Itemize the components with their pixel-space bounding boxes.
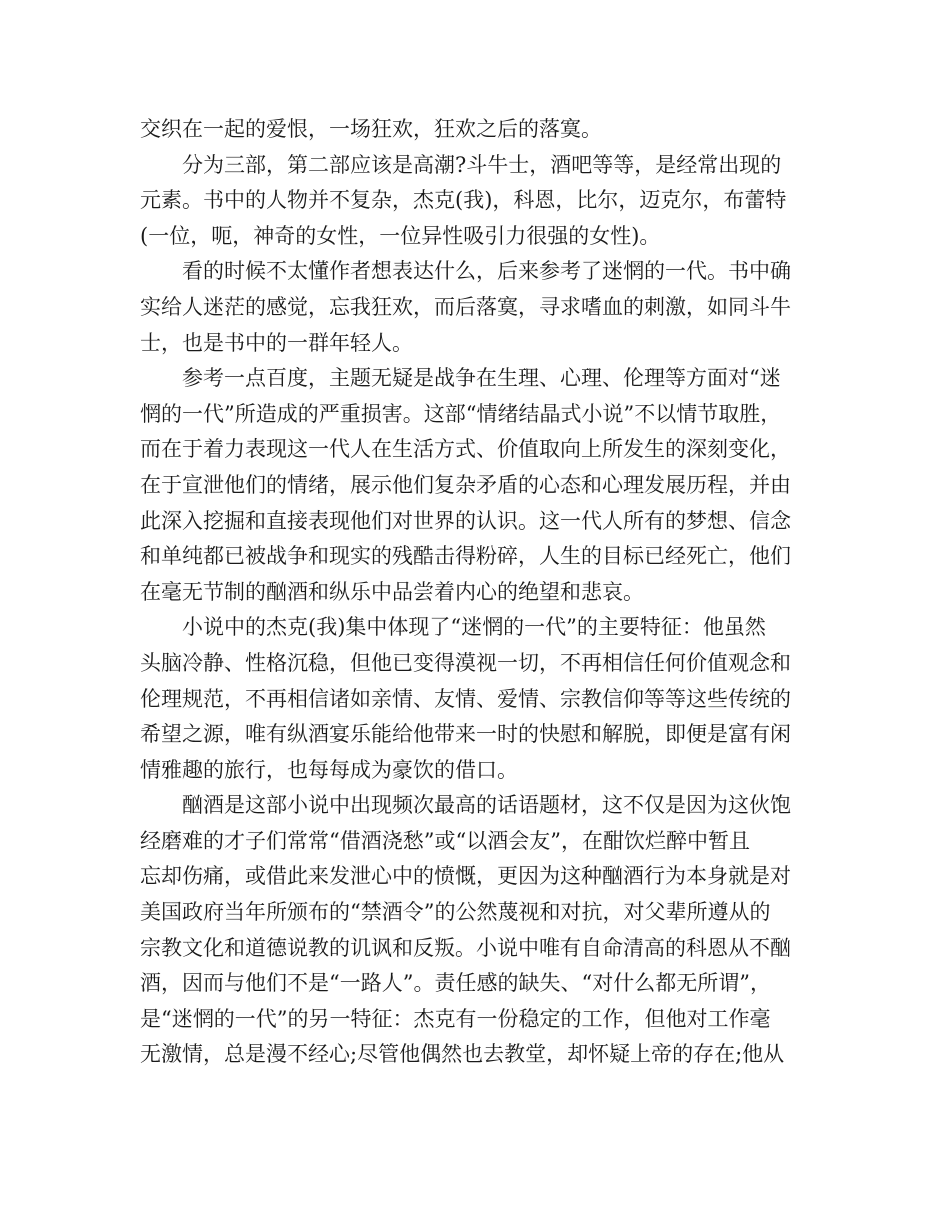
text-line: (一位，呃，神奇的女性，一位异性吸引力很强的女性)。 bbox=[140, 223, 661, 248]
text-line: 宗教文化和道德说教的讥讽和反叛。小说中唯有自命清高的科恩从不酗 bbox=[140, 935, 791, 960]
text-line: 和单纯都已被战争和现实的残酷击得粉碎，人生的目标已经死亡，他们 bbox=[140, 544, 791, 569]
text-line: 在于宣泄他们的情绪，展示他们复杂矛盾的心态和心理发展历程，并由 bbox=[140, 472, 791, 497]
text-line: 实给人迷茫的感觉，忘我狂欢，而后落寞，寻求嗜血的刺激，如同斗牛 bbox=[140, 294, 791, 319]
text-line: 看的时候不太懂作者想表达什么，后来参考了迷惘的一代。书中确 bbox=[182, 259, 791, 284]
text-line: 分为三部，第二部应该是高潮?斗牛士，酒吧等等，是经常出现的 bbox=[182, 152, 782, 177]
text-line: 元素。书中的人物并不复杂，杰克(我)，科恩，比尔，迈克尔，布蕾特 bbox=[140, 188, 787, 213]
text-line: 小说中的杰克(我)集中体现了“迷惘的一代”的主要特征：他虽然 bbox=[182, 615, 766, 640]
text-line: 此深入挖掘和直接表现他们对世界的认识。这一代人所有的梦想、信念 bbox=[140, 508, 791, 533]
text-line: 参考一点百度，主题无疑是战争在生理、心理、伦理等方面对“迷 bbox=[182, 366, 781, 391]
text-line: 酒，因而与他们不是“一路人”。责任感的缺失、“对什么都无所谓”， bbox=[140, 971, 771, 996]
text-line: 交织在一起的爱恨，一场狂欢，狂欢之后的落寞。 bbox=[140, 117, 602, 141]
text-line: 惘的一代”所造成的严重损害。这部“情绪结晶式小说”不以情节取胜， bbox=[140, 401, 782, 426]
text-line: 情雅趣的旅行，也每每成为豪饮的借口。 bbox=[140, 757, 518, 782]
text-line: 士，也是书中的一群年轻人。 bbox=[140, 330, 413, 355]
text-line: 酗酒是这部小说中出现频次最高的话语题材，这不仅是因为这伙饱 bbox=[182, 793, 791, 818]
text-line: 希望之源，唯有纵酒宴乐能给他带来一时的快慰和解脱，即便是富有闲 bbox=[140, 722, 791, 747]
text-line: 而在于着力表现这一代人在生活方式、价值取向上所发生的深刻变化， bbox=[140, 437, 791, 462]
text-line: 美国政府当年所颁布的“禁酒令”的公然蔑视和对抗，对父辈所遵从的 bbox=[140, 900, 771, 925]
text-line: 头脑冷静、性格沉稳，但他已变得漠视一切，不再相信任何价值观念和 bbox=[140, 650, 791, 675]
document-body bbox=[140, 112, 830, 1073]
document-page bbox=[140, 112, 830, 1073]
text-line: 经磨难的才子们常常“借酒浇愁”或“以酒会友”，在酣饮烂醉中暂且 bbox=[140, 828, 750, 853]
text-line: 是“迷惘的一代”的另一特征：杰克有一份稳定的工作，但他对工作毫 bbox=[140, 1006, 771, 1031]
text-line: 在毫无节制的酗酒和纵乐中品尝着内心的绝望和悲哀。 bbox=[140, 579, 644, 604]
text-line: 忘却伤痛，或借此来发泄心中的愤慨，更因为这种酗酒行为本身就是对 bbox=[140, 864, 791, 889]
text-line: 伦理规范，不再相信诸如亲情、友情、爱情、宗教信仰等等这些传统的 bbox=[140, 686, 791, 711]
text-line: 无激情，总是漫不经心;尽管他偶然也去教堂，却怀疑上帝的存在;他从 bbox=[140, 1042, 785, 1067]
